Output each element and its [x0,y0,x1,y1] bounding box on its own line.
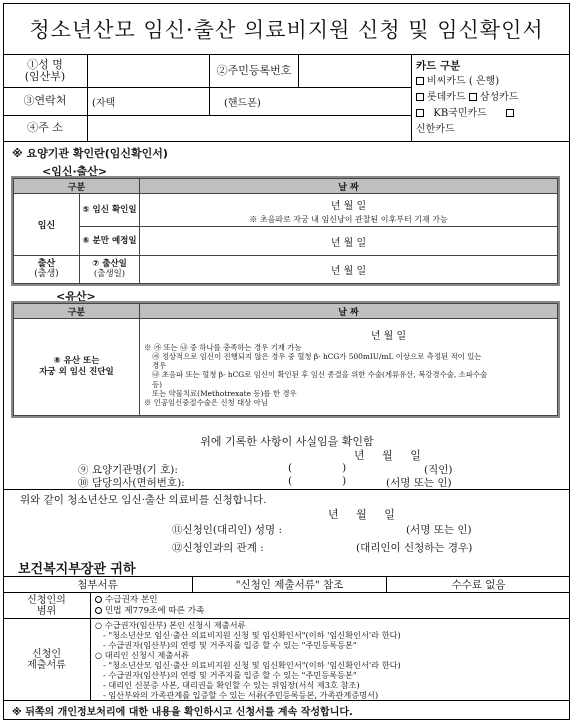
pregnancy-col-date: 날 짜 [140,179,558,194]
miscarriage-date-value: 년 월 일 [370,331,407,343]
card-option-bc[interactable] [416,74,566,90]
doctor-label: ⑩ 담당의사(면허번호): [78,477,185,489]
circle-icon [95,596,102,603]
mobile-phone-label: (핸드폰) [224,98,261,109]
relation-label: ⑫신청인과의 관계 : [172,542,264,554]
relation-note: (대리인이 신청하는 경우) [356,542,473,554]
miscarriage-heading: <유산> [56,290,96,303]
birth-date-field[interactable]: 년 월 일 [140,255,558,283]
miscarriage-label-2: 자궁 외 임신 진단일 [39,367,114,377]
card-option-kb-label: KB국민카드 [433,108,487,119]
birth-day-label-cell [80,255,140,283]
doc-line-3: - 수급권자(임산부)의 연령 및 거주지를 입증 할 수 있는 "주민등록등본" [103,640,357,650]
doc-line-6: - 수급권자(임산부)의 연령 및 거주지를 입증 할 수 있는 "주민등록등본" [103,670,357,680]
card-option-shinhan-label: 신한카드 [416,124,455,135]
miscarriage-table [13,303,558,416]
doc-line-7: - 대리인 신분증 사본, 대리권을 확인할 수 있는 위임장(서식 제3호 참조) [103,680,360,690]
scope-item-2-text: 민법 제779조에 따른 가족 [105,606,205,616]
card-option-lotte-label: 롯데카드 [427,92,466,103]
scope-label-2: 범위 [36,605,57,617]
footer-note: ※ 뒤쪽의 개인정보처리에 대한 내용을 확인하시고 신청서를 계속 작성합니다. [12,707,353,718]
checkbox-icon[interactable] [416,77,424,85]
birth-day-label: ⑦ 출산일 [92,259,127,270]
miscarriage-note-7: ※ 인공임신중절수술은 신청 대상 아님 [144,397,268,407]
circle-icon [95,607,102,614]
name-label: ①성 명 [27,57,63,71]
doctor-field[interactable]: ( ) [288,475,347,487]
miscarriage-note-1: ※ ㉮ 또는 ㉯ 중 하나를 충족하는 경우 기재 가능 [144,343,302,353]
confirm-day-label: ⑤ 임신 확인일 [80,194,140,227]
doc-line-4: ○ 대리인 신청시 제출서류 [95,650,190,660]
miscarriage-note-6: 또는 약물치료(Methotrexate 등)를 한 경우 [152,388,297,398]
miscarriage-note-2: ㉮ 정상적으로 임신이 진행되지 않은 경우 중 혈청 β- hCG가 500mIU/mL 이상으로 측정된 적이 있는 [152,352,482,362]
miscarriage-col-type: 구분 [14,304,140,319]
home-phone-field[interactable] [88,88,210,116]
scope-item-1-text: 수급권자 본인 [105,595,158,605]
mobile-phone-field[interactable] [210,88,412,116]
miscarriage-note-4: ㉯ 초음파 또는 혈청 β- hCG로 임신이 확인된 후 임신 종결을 위한 수술(계류유산, 복강경수술, 소파수술 [152,370,488,380]
name-field[interactable] [88,55,210,88]
confirm-date-field[interactable] [140,194,558,227]
card-type-title: 카드 구분 [416,60,461,72]
due-date-field[interactable]: 년 월 일 [140,227,558,255]
miscarriage-col-date: 날 짜 [140,304,558,319]
scope-content [91,593,570,618]
contact-label: ③연락처 [3,88,88,116]
fee-label: 수수료 없음 [451,578,506,591]
documents-label-1: 신청인 [32,648,61,660]
confirm-date-value: 년 월 일 [330,200,367,212]
birth-day-sub-label: (출생일) [93,269,126,280]
rrn-field[interactable] [299,55,412,88]
attachment-row [3,576,570,593]
pregnancy-table [13,178,558,284]
miscarriage-label-1: ⑧ 유산 또는 [53,355,100,366]
attachment-label: 첨부서류 [3,576,193,592]
application-statement: 위와 같이 청소년산모 임신·출산 의료비를 신청합니다. [20,494,267,506]
documents-content [91,619,570,700]
name-label-cell [3,55,88,88]
address-label: ④주 소 [3,116,88,142]
doc-line-8: - 임산부와의 가족관계를 입증할 수 있는 서류(주민등록등본, 가족관계증명서) [103,690,379,700]
card-option-shinhan[interactable] [416,122,566,138]
miscarriage-label-cell [14,319,140,416]
checkbox-icon[interactable] [506,109,514,117]
birth-label-cell [14,255,80,283]
documents-row [3,619,570,701]
applicant-name-label: ⑪신청인(대리인) 성명 : [172,524,283,536]
pregnancy-heading: <임신·출산> [42,165,108,178]
medical-section-title: ※ 요양기관 확인란(임신확인서) [12,147,168,160]
scope-row [3,593,570,619]
doc-line-5: - "청소년산모 임신·출산 의료비지원 신청 및 임신확인서"(이하 '임신확인서'라 한다) [103,660,401,670]
miscarriage-note-5: 등) [152,379,163,389]
addressee: 보건복지부장관 귀하 [18,562,136,577]
card-type-box [412,55,570,142]
doc-line-2: - "청소년산모 임신·출산 의료비지원 신청 및 임신확인서"(이하 '임신확인서'라 한다) [103,630,401,640]
scope-label-1: 신청인의 [27,594,66,606]
institution-field[interactable]: ( ) [288,462,347,474]
doctor-seal: (서명 또는 인) [386,477,452,489]
scope-item-1 [95,595,566,606]
institution-seal: (직인) [424,464,453,476]
card-option-bc-label: 비씨카드 ( 은행) [427,76,500,87]
applicant-seal: (서명 또는 인) [406,524,472,536]
confirm-statement: 위에 기록한 사항이 사실임을 확인함 [200,435,374,448]
checkbox-icon[interactable] [416,93,424,101]
institution-label: ⑨ 요양기관명(기 호): [78,464,178,476]
divider [3,489,570,490]
home-phone-label: (자택 [92,98,116,109]
doc-line-1: ○ 수급권자(임산부) 본인 신청시 제출서류 [95,620,246,630]
card-option-lotte-samsung[interactable] [416,90,566,106]
address-field[interactable] [88,116,412,142]
pregnancy-label: 임신 [14,194,80,256]
due-day-label: ⑥ 분만 예정일 [80,227,140,255]
checkbox-icon[interactable] [416,109,424,117]
confirm-note: ※ 초음파로 자궁 내 임신낭이 관찰된 이후부터 기재 가능 [249,214,448,224]
documents-label-cell [3,619,91,700]
scope-label-cell [3,593,91,618]
form-title: 청소년산모 임신·출산 의료비지원 신청 및 임신확인서 [3,3,570,55]
birth-label: 출산 [37,258,56,269]
miscarriage-note-3: 경우 [152,361,167,371]
birth-sub-label: (출생) [34,269,59,280]
miscarriage-date-field[interactable] [140,319,558,416]
scope-item-2 [95,606,566,617]
card-option-samsung-label: 삼성카드 [479,92,519,103]
name-sub-label: (임산부) [24,70,66,83]
attachment-ref: "신청인 제출서류" 참조 [193,576,387,592]
rrn-label: ②주민등록번호 [210,55,299,88]
application-date[interactable]: 년 월 일 [328,508,395,521]
pregnancy-col-type: 구분 [14,179,140,194]
documents-label-2: 제출서류 [27,659,66,671]
confirm-date[interactable]: 년 월 일 [354,449,421,462]
checkbox-icon[interactable] [469,93,477,101]
card-option-kb[interactable] [416,106,566,122]
